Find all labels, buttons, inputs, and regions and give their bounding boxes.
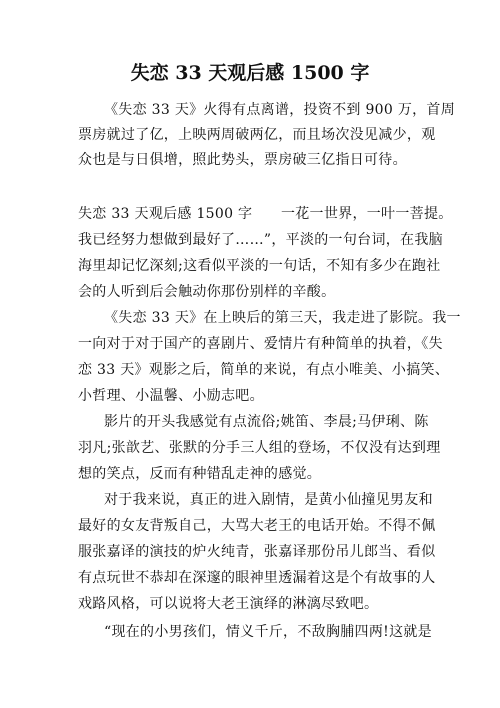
paragraph-line: 失恋 33 天观后感 1500 字 一花一世界，一叶一菩提。	[78, 206, 453, 222]
paragraph-line: 对于我来说，真正的进入剧情，是黄小仙撞见男友和	[104, 492, 433, 508]
paragraph-line: 会的人听到后会触动你那份别样的辛酸。	[78, 284, 336, 300]
paragraph-line: 一向对于对于国产的喜剧片、爱情片有种简单的执着，《失	[78, 336, 443, 352]
paragraph-line: 海里却记忆深刻;这看似平淡的一句话，不知有多少在跑社	[78, 258, 441, 274]
paragraph-line: 恋 33 天》观影之后，简单的来说，有点小唯美、小搞笑、	[78, 362, 450, 378]
paragraph-line: 《失恋 33 天》在上映后的第三天，我走进了影院。我一	[104, 310, 461, 326]
paragraph-line: 《失恋 33 天》火得有点离谱，投资不到 900 万，首周	[104, 102, 456, 118]
paragraph-line: 我已经努力想做到最好了……”，平淡的一句台词，在我脑	[78, 232, 443, 248]
paragraph-line: 小哲理、小温馨、小励志吧。	[78, 388, 264, 404]
paragraph-line: 服张嘉译的演技的炉火纯青，张嘉译那份吊儿郎当、看似	[78, 544, 436, 560]
paragraph-line: “现在的小男孩们，情义千斤，不敌胸脯四两!这就是	[104, 624, 432, 640]
paragraph-line: 羽凡;张歆艺、张默的分手三人组的登场，不仅没有达到理	[78, 440, 441, 456]
page-title: 失恋 33 天观后感 1500 字	[130, 62, 370, 84]
paragraph-line: 有点玩世不恭却在深邃的眼神里透漏着这是个有故事的人	[78, 570, 436, 586]
paragraph-line: 众也是与日俱增，照此势头，票房破三亿指日可待。	[78, 152, 407, 168]
paragraph-line: 影片的开头我感觉有点流俗;姚笛、李晨;马伊琍、陈	[104, 414, 429, 430]
paragraph-line: 票房就过了亿，上映两周破两亿，而且场次没见减少，观	[78, 127, 436, 143]
paragraph-line: 最好的女友背叛自己，大骂大老王的电话开始。不得不佩	[78, 518, 436, 534]
paragraph-line: 戏路风格，可以说将大老王演绎的淋漓尽致吧。	[78, 596, 379, 612]
paragraph-line: 想的笑点，反而有种错乱走神的感觉。	[78, 466, 322, 482]
